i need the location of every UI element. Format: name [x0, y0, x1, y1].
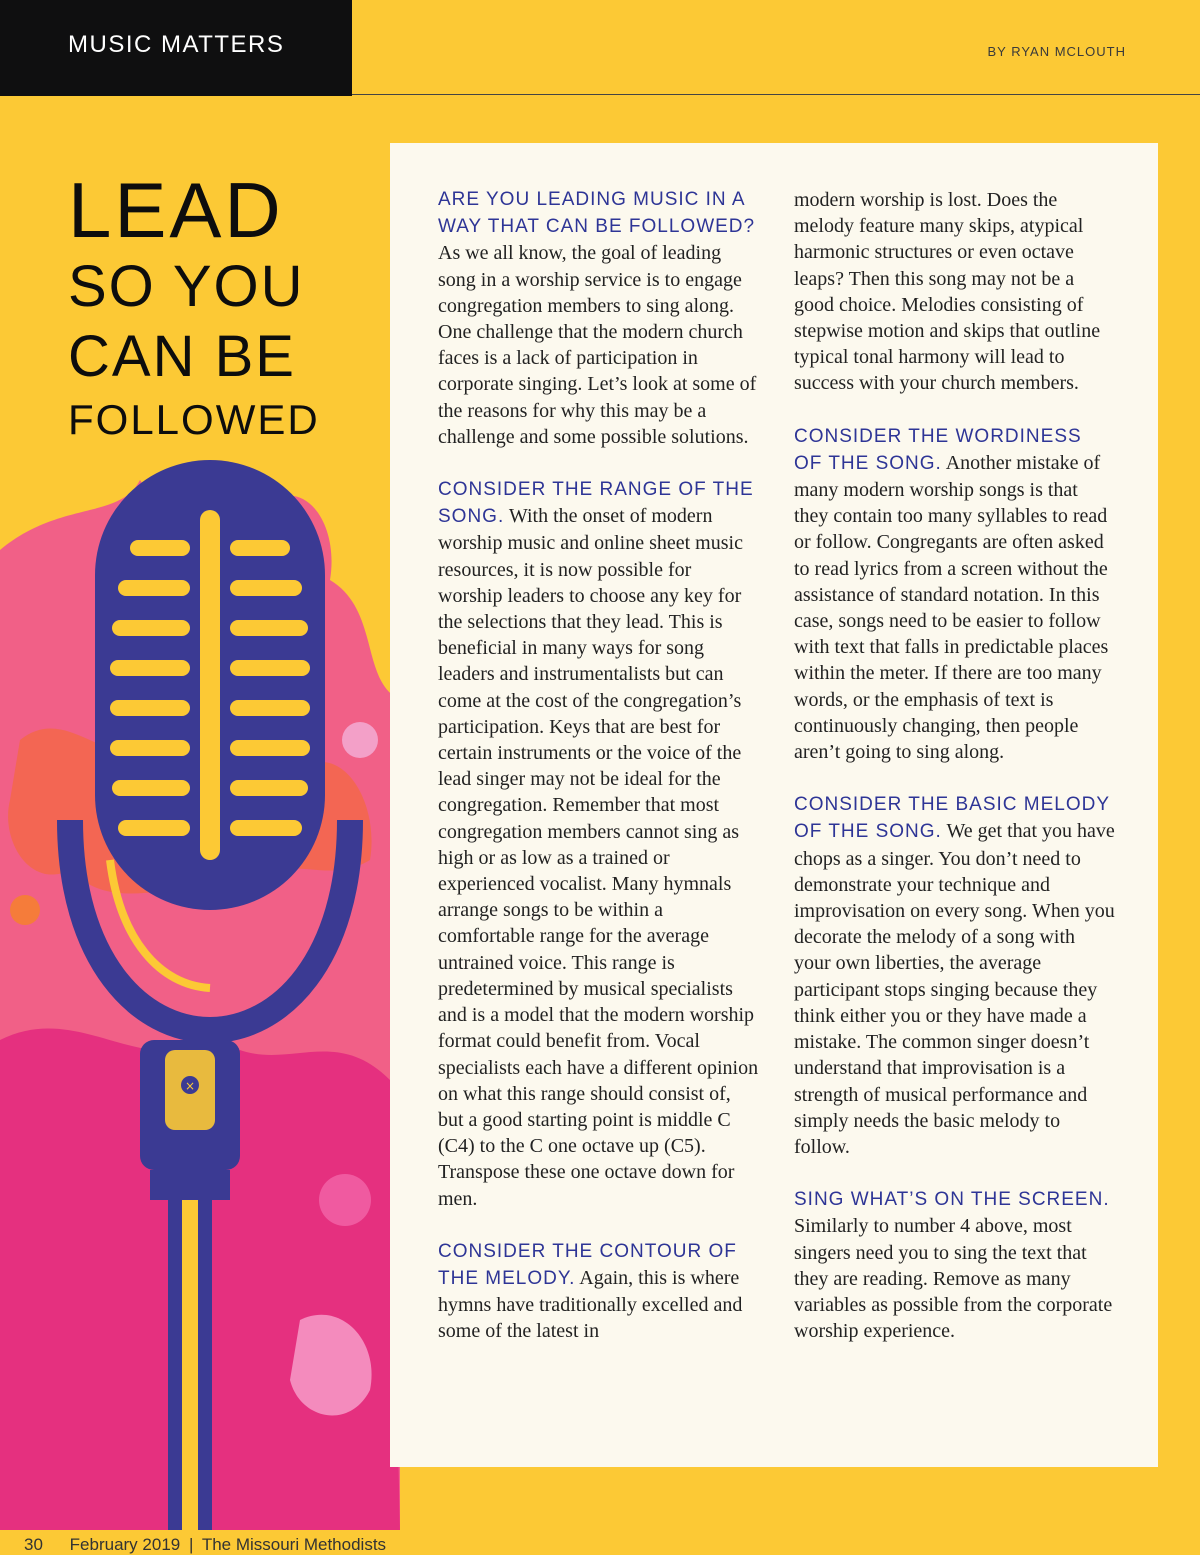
paragraph-body: With the onset of modern worship music and online sheet music resources, it is now possible for worship leaders to choose any key for the selections that they lead. This is beneficial in many ways for song leaders and instrumentalists but can come at the cost of the congregation’s participation. Keys that are best for certain instruments or the voice of the lead singer may not be ideal for the congregation. Remember that most congregation members cannot sing as high or as low as a trained or experienced vocalist. Many hymnals arrange songs to be within a comfortable range for the average untrained voice. This range is predetermined by musical specialists and is a model that the modern worship format could benefit from. Vocal specialists each have a different opinion on what this range should consist of, but a good starting point is middle C (C4) to the C one octave up (C5). Transpose these one octave down for men.: [438, 505, 759, 1210]
article-headline: [68, 168, 320, 448]
section-heading: CONSIDER THE RANGE OF THE SONG.: [438, 479, 754, 528]
microphone-illustration: [0, 440, 400, 1530]
footer-separator: |: [188, 1535, 194, 1554]
page-number: 30: [24, 1535, 43, 1554]
publication-name: The Missouri Methodists: [201, 1535, 387, 1554]
article-paragraph: [438, 186, 760, 450]
section-heading: SING WHAT’S ON THE SCREEN.: [794, 1189, 1110, 1211]
section-heading: CONSIDER THE BASIC MELODY OF THE SONG.: [794, 794, 1110, 843]
section-label: MUSIC MATTERS: [0, 0, 352, 96]
article-column-right: [794, 187, 1116, 1370]
paragraph-body: As we all know, the goal of leading song in a worship service is to engage congregation members to sing along. One challenge that the modern church faces is a lack of participation in corporate singing. Let’s look at some of the reasons for why this may be a challenge and some possible solutions.: [438, 242, 757, 448]
article-paragraph: [794, 791, 1116, 1160]
section-heading: CONSIDER THE CONTOUR OF THE MELODY.: [438, 1240, 737, 1289]
section-heading: CONSIDER THE WORDINESS OF THE SONG.: [794, 425, 1082, 474]
page-footer: [24, 1535, 390, 1555]
article-paragraph: [794, 423, 1116, 766]
article-paragraph: [438, 1238, 760, 1345]
headline-line-3: CAN BE: [68, 324, 296, 389]
header-divider: [352, 94, 1200, 95]
paragraph-body: We get that you have chops as a singer. You don’t need to demonstrate your technique and improvisation on every song. When you decorate the melody of a song with your own liberties, the average participant stops singing because they think either you or they have made a mistake. The common singer doesn’t understand that improvisation is a strength of musical performance and simply needs the basic melody to follow.: [794, 820, 1115, 1158]
paragraph-body: Similarly to number 4 above, most singers need you to sing the text that they are reading. Remove as many variables as possible from the corporate worship experience.: [794, 1215, 1113, 1343]
article-paragraph: [438, 476, 760, 1212]
article-column-left: [438, 186, 760, 1371]
section-heading: ARE YOU LEADING MUSIC IN A WAY THAT CAN BE FOLLOWED?: [438, 189, 756, 238]
paragraph-body: modern worship is lost. Does the melody feature many skips, atypical harmonic structures or even octave leaps? Then this song may not be a good choice. Melodies consisting of stepwise motion and skips that outline typical tonal harmony will lead to success with your church members.: [794, 189, 1101, 395]
headline-line-2: SO YOU: [68, 254, 305, 319]
paragraph-body: Again, this is where hymns have traditionally excelled and some of the latest in: [438, 1266, 743, 1343]
byline: BY RYAN MCLOUTH: [987, 44, 1126, 59]
issue-date: February 2019: [69, 1535, 181, 1554]
article-paragraph: [794, 1186, 1116, 1344]
article-paragraph: [794, 187, 1116, 397]
svg-text:×: ×: [184, 1079, 196, 1093]
paragraph-body: Another mistake of many modern worship songs is that they contain too many syllables to read or follow. Congregants are often asked to read lyrics from a screen without the assistance of standard notation. In this case, songs need to be easier to follow with text that falls in predictable places within the meter. If there are too many words, or the emphasis of text is continuously changing, then people aren’t going to sing along.: [794, 451, 1109, 764]
headline-line-4: FOLLOWED: [68, 396, 320, 443]
headline-line-1: LEAD: [68, 166, 284, 254]
